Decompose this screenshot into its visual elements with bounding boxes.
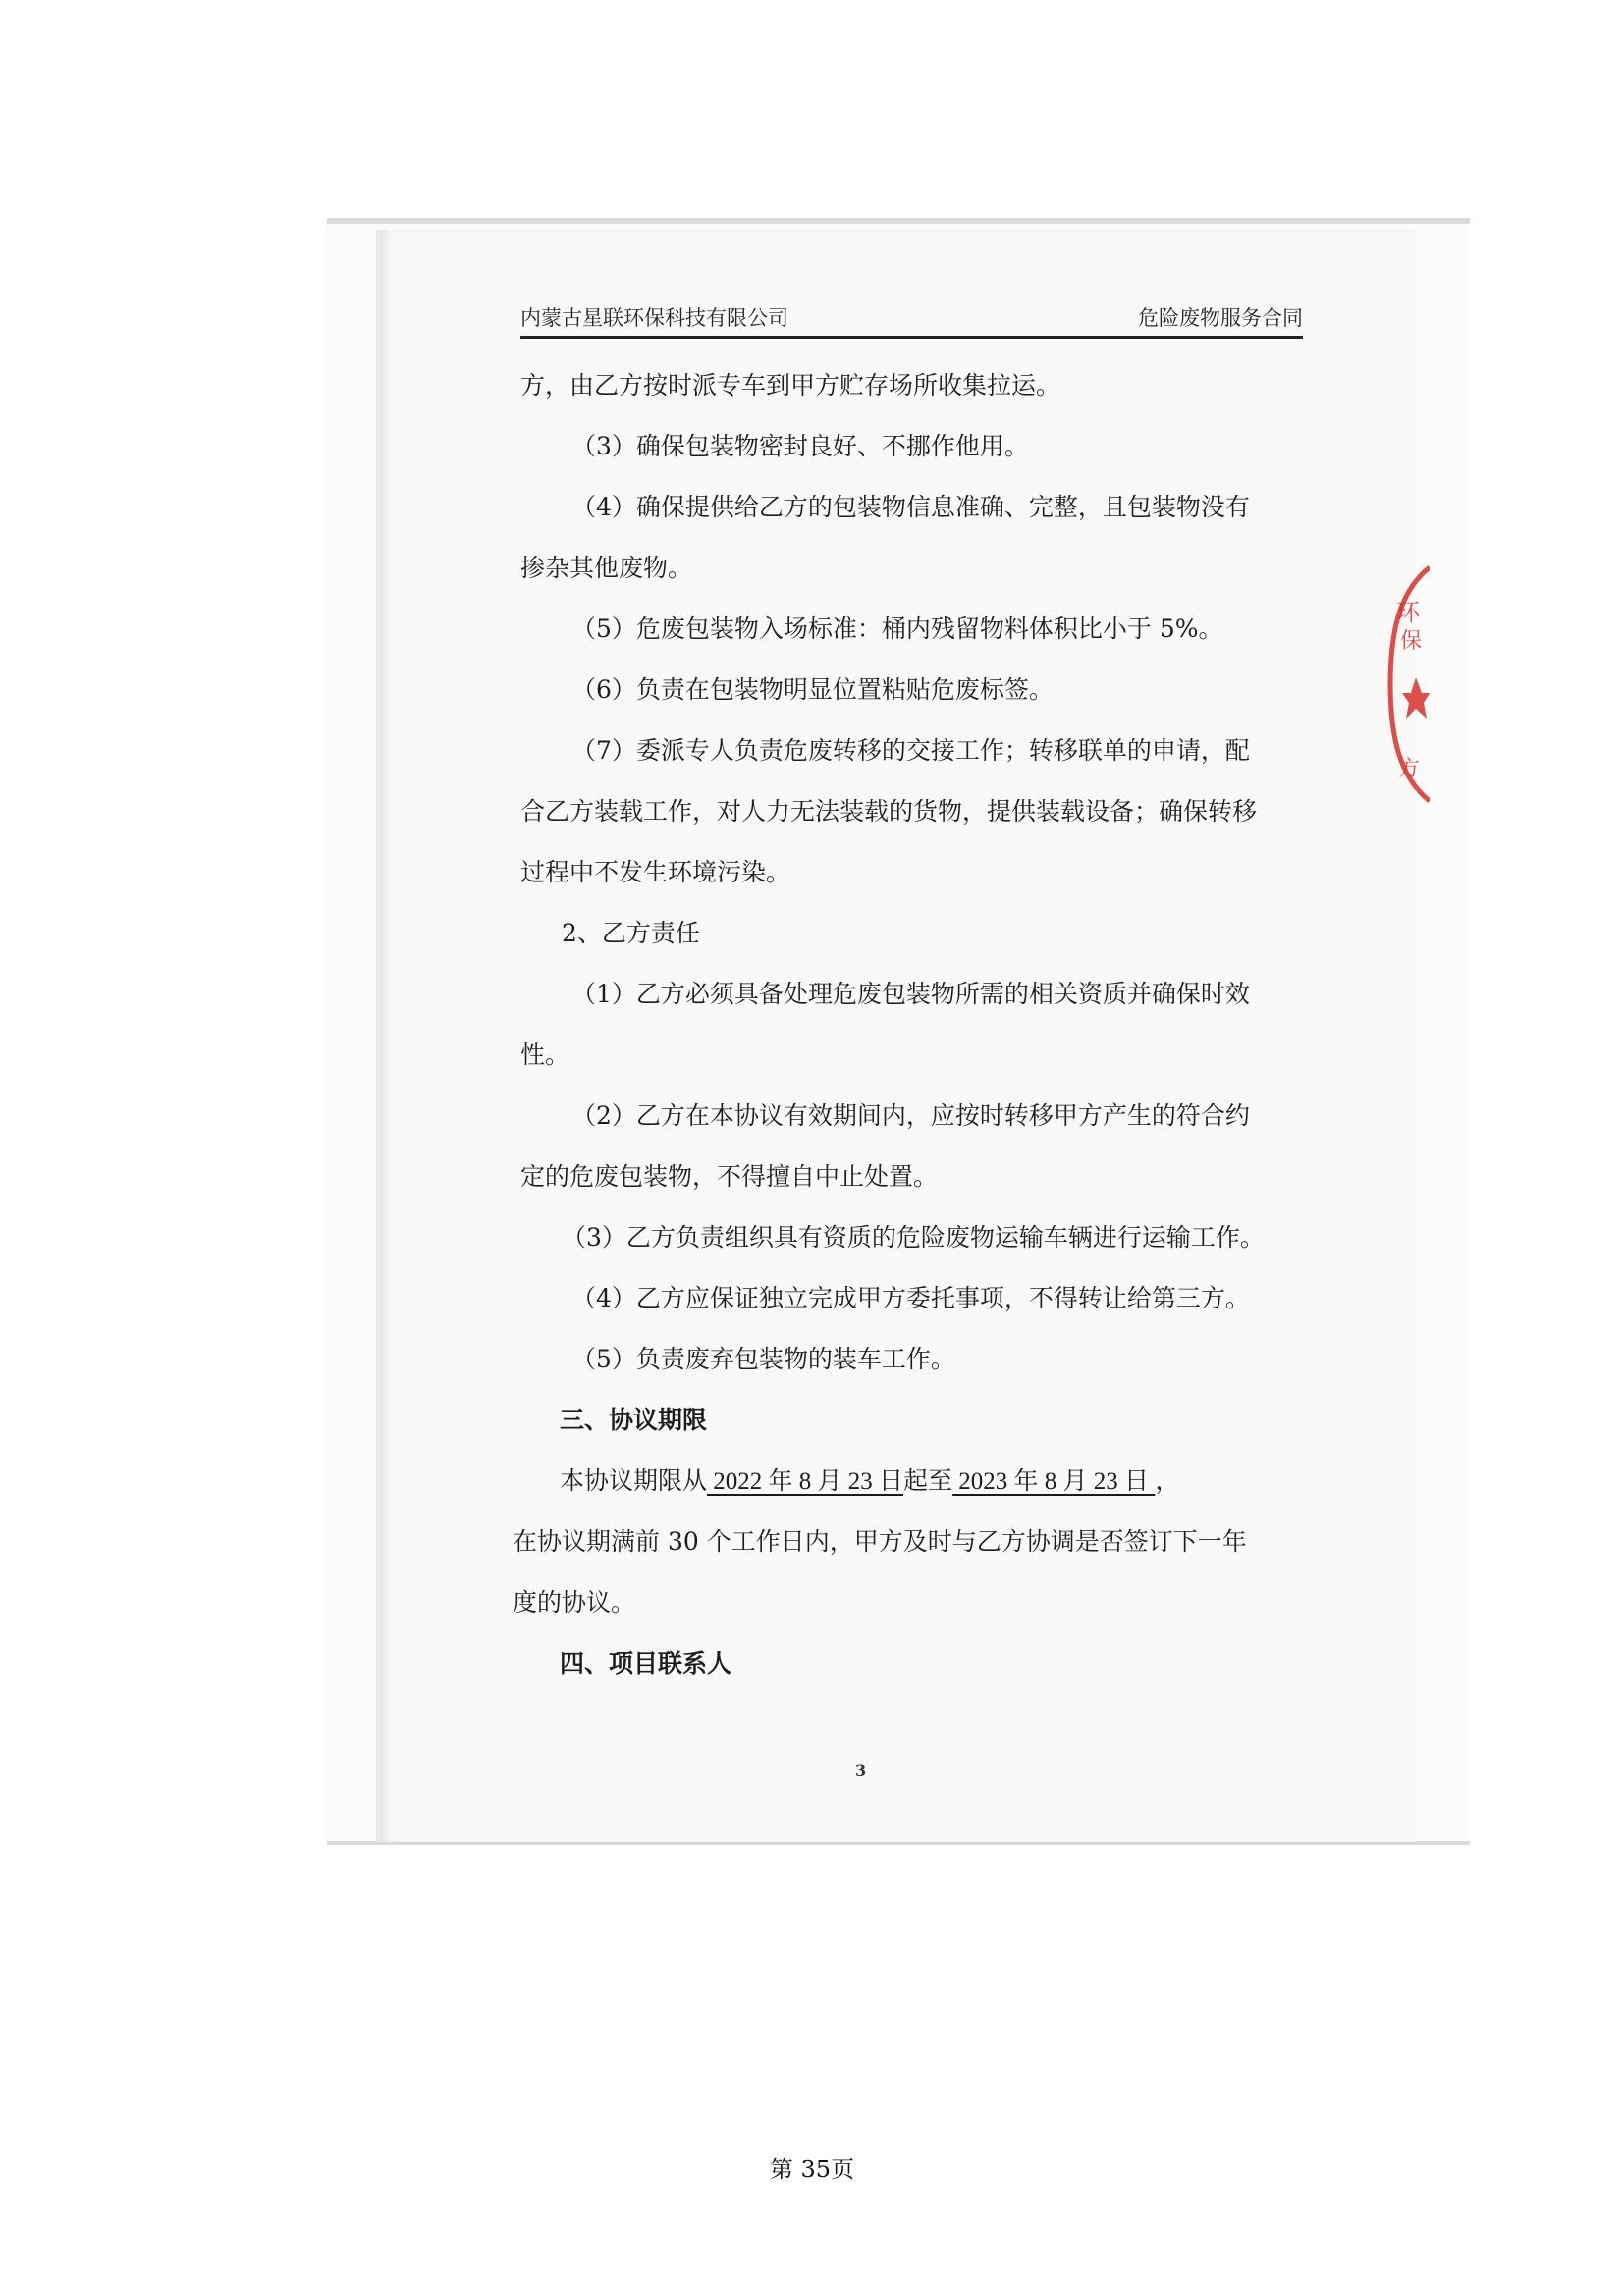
section-heading: 2、乙方责任: [562, 919, 700, 947]
scanned-page: [380, 230, 1415, 1842]
body-line: （6）负责在包装物明显位置粘贴危废标签。: [571, 675, 1054, 704]
body-line: （7）委派专人负责危废转移的交接工作；转移联单的申请，配: [571, 736, 1250, 765]
term-mid: 起至: [903, 1467, 953, 1495]
body-line: 掺杂其他废物。: [520, 554, 693, 582]
body-line: （1）乙方必须具备处理危废包装物所需的相关资质并确保时效: [571, 980, 1250, 1008]
header-doc-title: 危险废物服务合同: [1138, 306, 1303, 330]
document-page-footer: 第 35页: [769, 2156, 855, 2183]
scan-page-number: 3: [855, 1761, 867, 1780]
body-line: 方，由乙方按时派专车到甲方贮存场所收集拉运。: [520, 371, 1061, 400]
term-suffix: ，: [1155, 1467, 1180, 1495]
svg-text:环: 环: [1396, 599, 1420, 626]
section-4-title: 四、项目联系人: [560, 1649, 732, 1678]
section-3-title: 三、协议期限: [560, 1406, 708, 1434]
body-line: 在协议期满前 30 个工作日内，甲方及时与乙方协调是否签订下一年: [513, 1527, 1247, 1556]
body-line: 定的危废包装物，不得擅自中止处置。: [520, 1162, 939, 1191]
page-header: [520, 300, 1303, 339]
body-line: 过程中不发生环境污染。: [520, 858, 791, 886]
body-line: （4）确保提供给乙方的包装物信息准确、完整，且包装物没有: [571, 493, 1250, 521]
body-line: （5）负责废弃包装物的装车工作。: [571, 1345, 955, 1373]
body-line: 合乙方装载工作，对人力无法装载的货物，提供装载设备；确保转移: [520, 797, 1258, 826]
body-line: 性。: [520, 1041, 570, 1069]
term-start-date: 2022 年 8 月 23 日: [707, 1468, 904, 1495]
term-line: [560, 1467, 1179, 1497]
svg-text:方: 方: [1398, 757, 1421, 781]
body-line: （3）乙方负责组织具有资质的危险废物运输车辆进行运输工作。: [562, 1223, 1265, 1252]
body-line: 度的协议。: [513, 1588, 636, 1617]
term-end-date: 2023 年 8 月 23 日: [952, 1468, 1156, 1495]
term-prefix: 本协议期限从: [560, 1467, 708, 1495]
body-line: （3）确保包装物密封良好、不挪作他用。: [571, 432, 1029, 460]
svg-text:保: 保: [1400, 629, 1423, 654]
company-seal-stamp: [1386, 561, 1430, 807]
scanned-page-frame: [327, 218, 1470, 1845]
body-line: （5）危废包装物入场标准：桶内残留物料体积比小于 5%。: [571, 614, 1223, 643]
body-line: （2）乙方在本协议有效期间内，应按时转移甲方产生的符合约: [571, 1101, 1250, 1130]
body-line: （4）乙方应保证独立完成甲方委托事项，不得转让给第三方。: [571, 1284, 1250, 1312]
header-company: 内蒙古星联环保科技有限公司: [520, 306, 788, 330]
